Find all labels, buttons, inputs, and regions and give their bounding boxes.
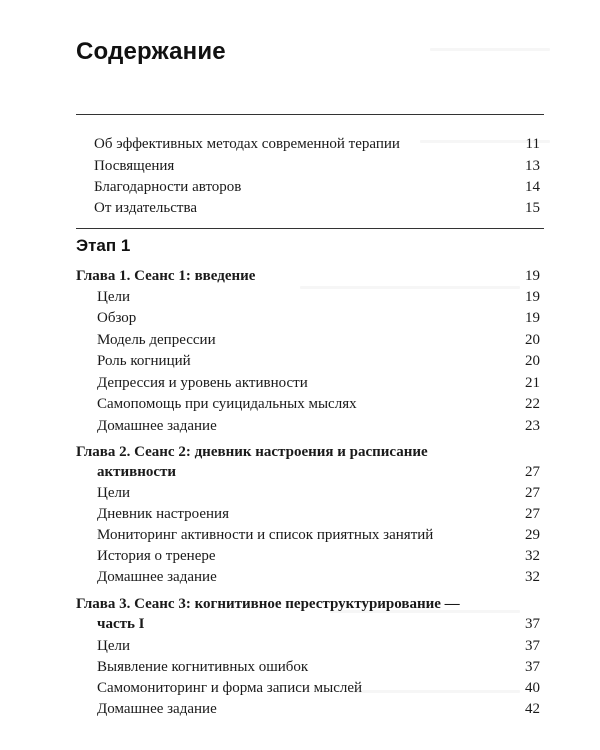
toc-entry-label: Самопомощь при суицидальных мыслях bbox=[97, 396, 357, 412]
chapter-page: 19 bbox=[525, 268, 540, 284]
toc-entry bbox=[0, 567, 600, 587]
chapter-page: 27 bbox=[525, 464, 540, 480]
toc-entry-page: 27 bbox=[525, 485, 540, 501]
toc-entry bbox=[0, 678, 600, 698]
toc-entry-page: 29 bbox=[525, 527, 540, 543]
toc-entry bbox=[0, 525, 600, 545]
toc-entry bbox=[0, 198, 600, 218]
toc-entry-page: 37 bbox=[525, 659, 540, 675]
chapter-page: 37 bbox=[525, 616, 540, 632]
toc-entry bbox=[0, 351, 600, 371]
toc-entry-page: 27 bbox=[525, 506, 540, 522]
toc-entry-label: Домашнее задание bbox=[97, 418, 217, 434]
toc-entry-page: 13 bbox=[525, 158, 540, 174]
toc-entry-label: Посвящения bbox=[94, 158, 175, 174]
toc-entry-label: Дневник настроения bbox=[97, 506, 229, 522]
toc-entry-label: Цели bbox=[97, 485, 131, 501]
toc-entry-label: От издательства bbox=[94, 200, 198, 216]
chapter-heading-cont bbox=[0, 462, 600, 482]
toc-entry bbox=[0, 330, 600, 350]
toc-entry bbox=[0, 636, 600, 656]
toc-entry-label: Мониторинг активности и список приятных занятий bbox=[97, 527, 434, 543]
chapter-title: Глава 1. Сеанс 1: введение bbox=[76, 268, 256, 284]
toc-entry-page: 32 bbox=[525, 569, 540, 585]
chapter-heading bbox=[0, 594, 600, 614]
toc-entry bbox=[0, 373, 600, 393]
toc-entry-page: 19 bbox=[525, 310, 540, 326]
chapter-title: Глава 3. Сеанс 3: когнитивное переструктурирование — bbox=[76, 596, 460, 612]
toc-entry bbox=[0, 156, 600, 176]
chapter-heading bbox=[0, 442, 600, 462]
toc-entry-label: Выявление когнитивных ошибок bbox=[97, 659, 309, 675]
toc-entry-page: 22 bbox=[525, 396, 540, 412]
chapter-title-cont: часть I bbox=[97, 616, 145, 632]
toc-entry bbox=[0, 287, 600, 307]
chapter-heading-cont bbox=[0, 614, 600, 634]
toc-entry-label: Роль когниций bbox=[97, 353, 191, 369]
toc-entry-page: 20 bbox=[525, 353, 540, 369]
toc-entry bbox=[0, 134, 600, 154]
chapter-title-cont: активности bbox=[97, 464, 177, 480]
toc-entry-label: Об эффективных методах современной терапии bbox=[94, 136, 400, 152]
section-rule bbox=[76, 228, 544, 229]
toc-entry-page: 20 bbox=[525, 332, 540, 348]
toc-entry-label: Модель депрессии bbox=[97, 332, 216, 348]
toc-entry-page: 19 bbox=[525, 289, 540, 305]
toc-entry-label: Самомониторинг и форма записи мыслей bbox=[97, 680, 363, 696]
toc-entry bbox=[0, 177, 600, 197]
stage-heading: Этап 1 bbox=[76, 236, 131, 255]
show-through-mark bbox=[430, 48, 550, 51]
toc-entry-page: 32 bbox=[525, 548, 540, 564]
toc-entry-page: 23 bbox=[525, 418, 540, 434]
toc-entry-page: 42 bbox=[525, 701, 540, 717]
toc-entry-page: 15 bbox=[525, 200, 540, 216]
toc-entry-label: Домашнее задание bbox=[97, 701, 217, 717]
toc-entry-page: 37 bbox=[525, 638, 540, 654]
top-rule bbox=[76, 114, 544, 115]
toc-entry-page: 11 bbox=[525, 136, 540, 152]
toc-entry-page: 21 bbox=[525, 375, 540, 391]
toc-entry bbox=[0, 394, 600, 414]
page-title: Содержание bbox=[76, 38, 226, 65]
toc-entry bbox=[0, 546, 600, 566]
toc-entry-label: Благодарности авторов bbox=[94, 179, 242, 195]
toc-entry-label: Цели bbox=[97, 638, 131, 654]
chapter-title: Глава 2. Сеанс 2: дневник настроения и расписание bbox=[76, 444, 428, 460]
toc-entry-label: История о тренере bbox=[97, 548, 216, 564]
toc-entry bbox=[0, 504, 600, 524]
toc-entry bbox=[0, 657, 600, 677]
chapter-heading bbox=[0, 266, 600, 286]
toc-entry-label: Депрессия и уровень активности bbox=[97, 375, 308, 391]
toc-entry-page: 14 bbox=[525, 179, 540, 195]
toc-entry bbox=[0, 416, 600, 436]
toc-entry-label: Цели bbox=[97, 289, 131, 305]
toc-entry-label: Домашнее задание bbox=[97, 569, 217, 585]
toc-entry bbox=[0, 699, 600, 719]
toc-entry bbox=[0, 483, 600, 503]
toc-entry-label: Обзор bbox=[97, 310, 137, 326]
toc-entry bbox=[0, 308, 600, 328]
toc-entry-page: 40 bbox=[525, 680, 540, 696]
